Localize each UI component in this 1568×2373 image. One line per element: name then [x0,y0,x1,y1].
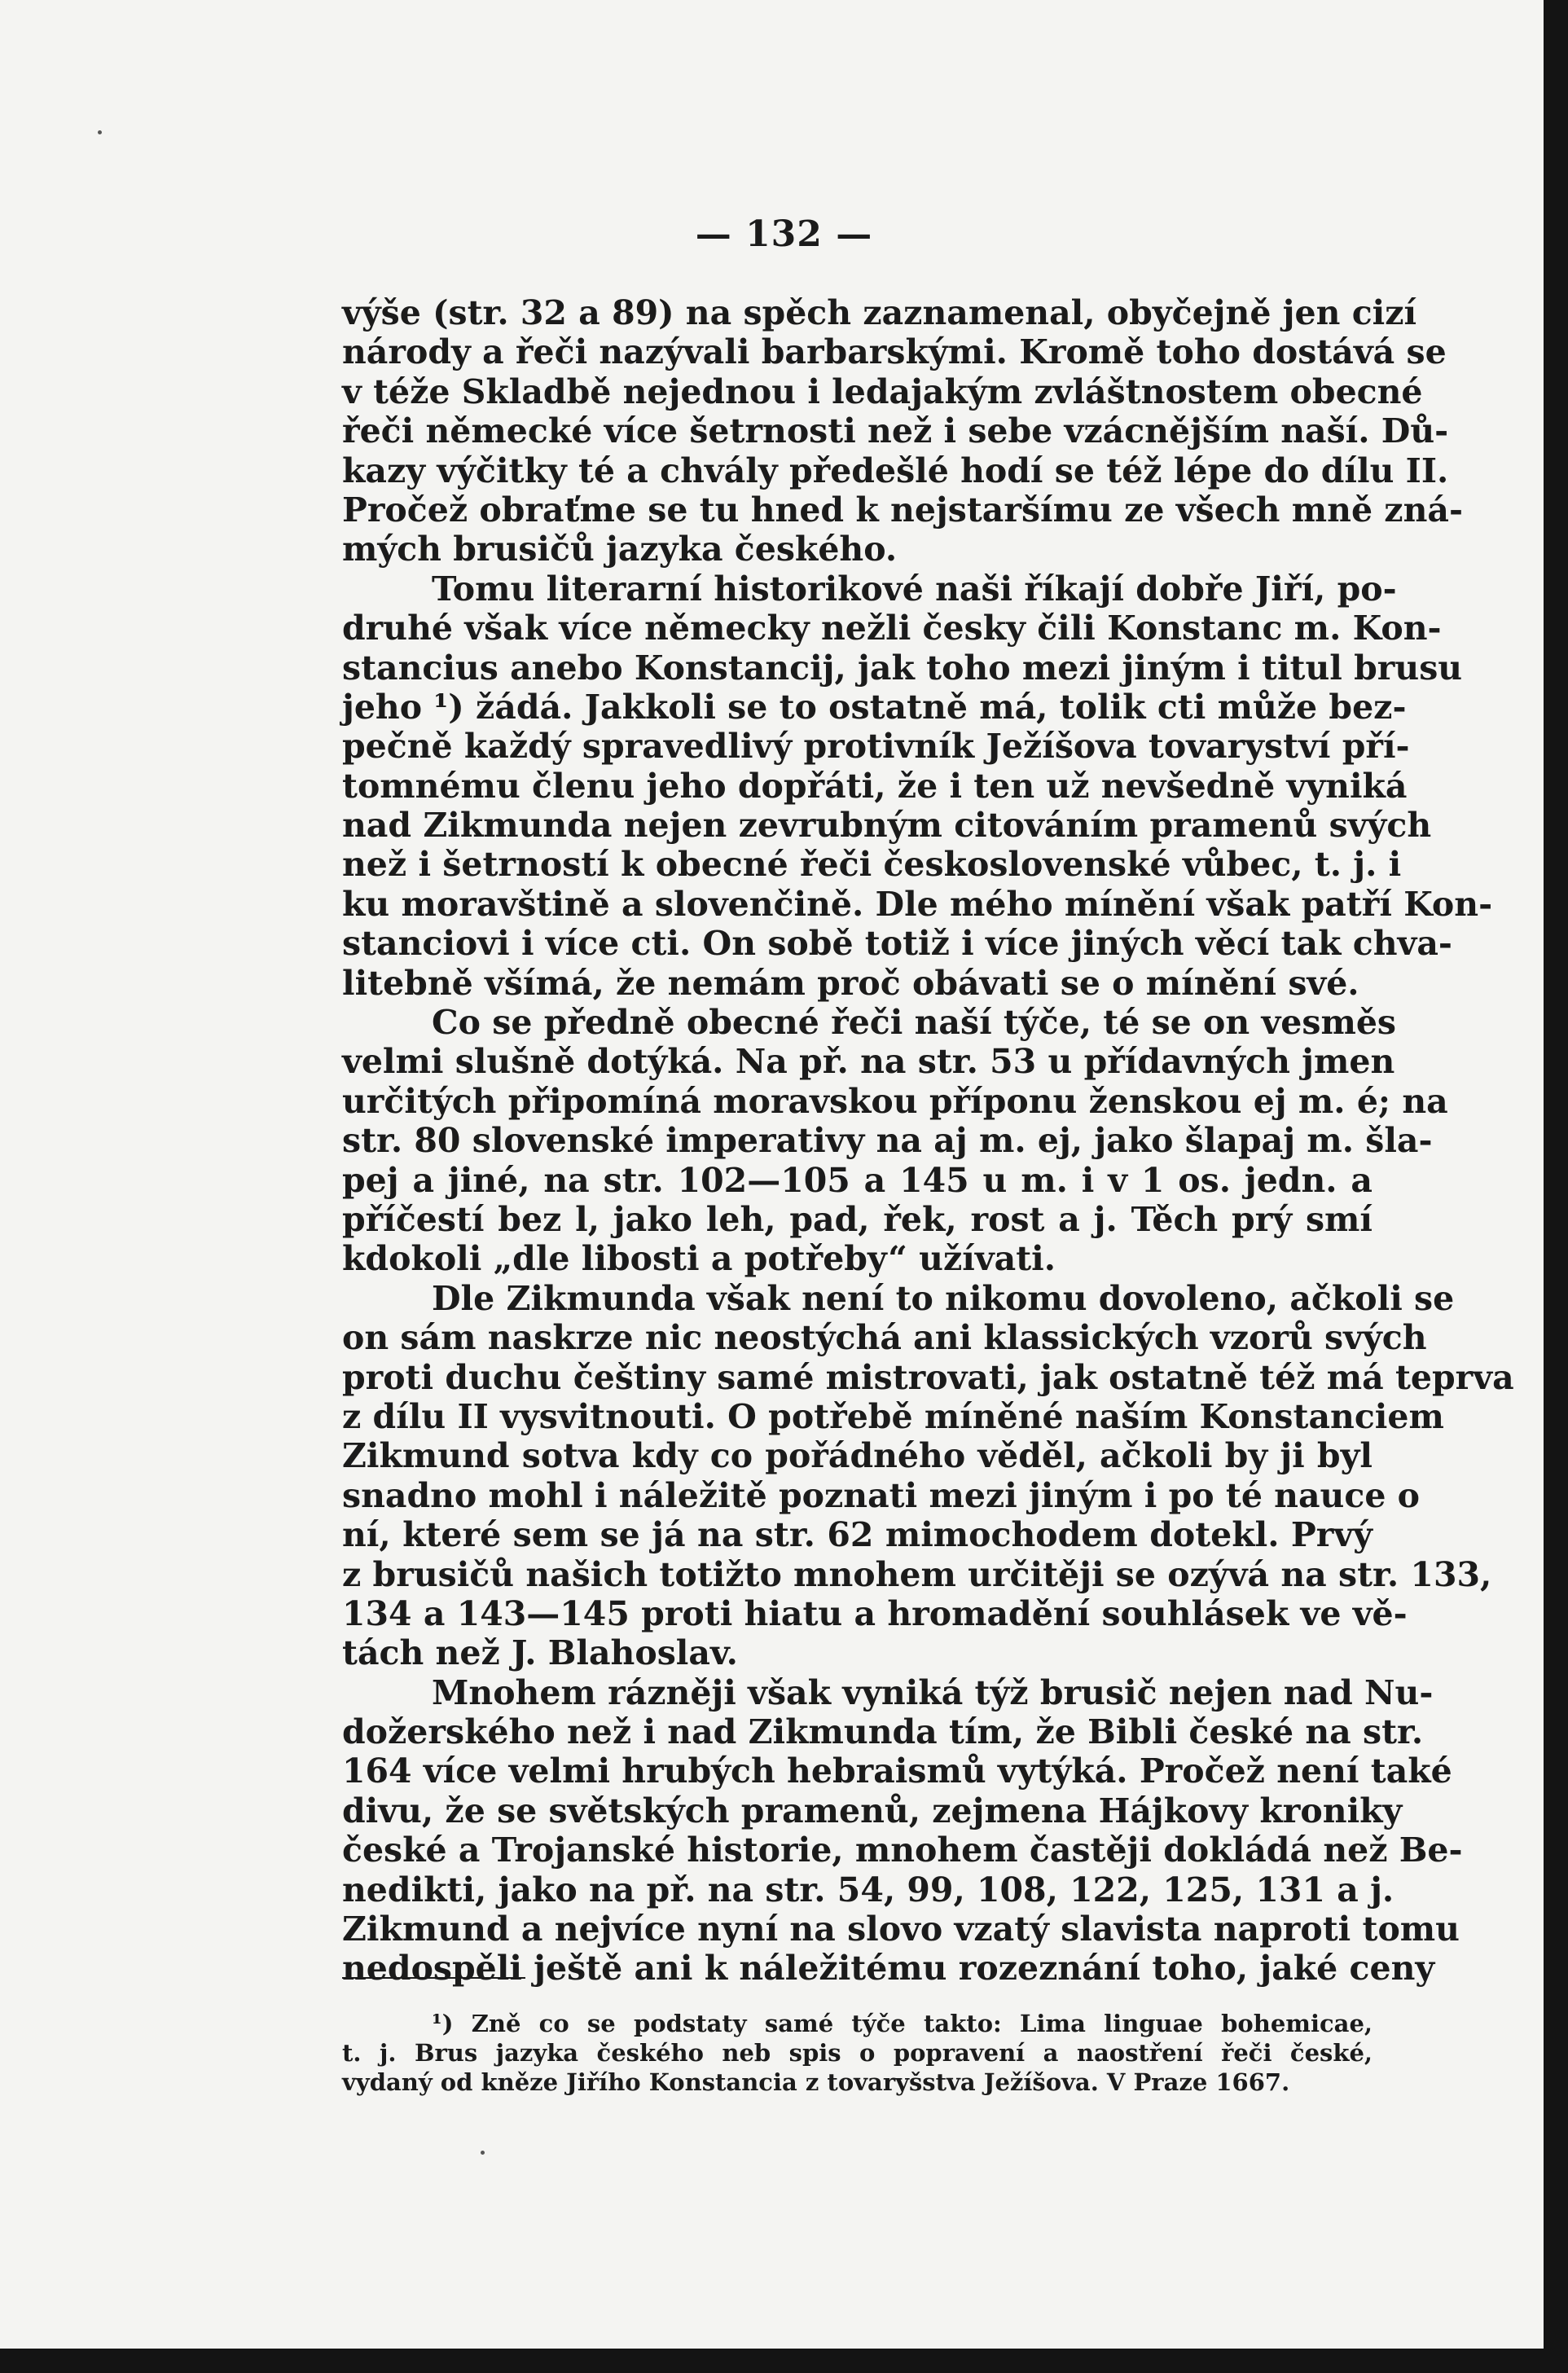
text-line: nedospěli ještě ani k náležitému rozeznání toho, jaké ceny [342,1949,1435,1988]
text-line: str. 80 slovenské imperativy na aj m. ej, jako šlapaj m. šla- [342,1121,1433,1161]
footnote [342,2009,1373,2097]
text-line: nedikti, jako na př. na str. 54, 99, 108, 122, 125, 131 a j. [342,1870,1395,1909]
text-line: kazy výčitky té a chvály předešlé hodí se též lépe do dílu II. [342,450,1449,490]
text-line: Co se předně obecné řeči naší týče, té se on vesměs [432,1003,1396,1043]
footnote-divider [342,1977,525,1979]
text-line: mých brusičů jazyka českého. [342,530,898,569]
text-line: Pročež obraťme se tu hned k nejstaršímu ze všech mně zná- [342,490,1463,530]
text-line: v téže Skladbě nejednou i ledajakým zvláštnostem obecné [342,371,1423,411]
text-line: určitých připomíná moravskou příponu ženskou ej m. é; na [342,1081,1448,1121]
text-line: stanciovi i více cti. On sobě totiž i více jiných věcí tak chva- [342,924,1452,964]
text-line: ku moravštině a slovenčině. Dle mého mínění však patří Kon- [342,884,1493,924]
text-line: příčestí bez l, jako leh, pad, řek, rost a j. Těch prý smí [342,1199,1373,1239]
footnote-line: t. j. Brus jazyka českého neb spis o popravení a naostření řeči české, [342,2039,1373,2067]
text-line: tomnému členu jeho dopřáti, že i ten už nevšedně vyniká [342,766,1408,806]
text-line: Tomu literarní historikové naši říkají dobře Jiří, po- [432,569,1397,609]
text-line: z brusičů našich totižto mnohem určitěji se ozývá na str. 133, [342,1554,1492,1594]
text-line: kdokoli „dle libosti a potřeby“ užívati. [342,1239,1056,1279]
text-line: proti duchu češtiny samé mistrovati, jak ostatně též má teprva [342,1357,1514,1397]
text-line: české a Trojanské historie, mnohem častěji dokládá než Be- [342,1830,1463,1870]
text-line: pej a jiné, na str. 102—105 a 145 u m. i v 1 os. jedn. a [342,1160,1373,1200]
body-text [342,293,1514,1988]
text-line: Mnohem rázněji však vyniká týž brusič nejen nad Nu- [432,1672,1434,1712]
text-line: litebně všímá, že nemám proč obávati se o mínění své. [342,963,1359,1003]
text-line: z dílu II vysvitnouti. O potřebě míněné naším Konstanciem [342,1396,1444,1436]
text-line: národy a řeči nazývali barbarskými. Kromě toho dostává se [342,332,1447,372]
text-line: stancius anebo Konstancij, jak toho mezi jiným i titul brusu [342,648,1463,688]
text-line: pečně každý spravedlivý protivník Ježíšova tovaryství pří- [342,727,1410,767]
text-line: výše (str. 32 a 89) na spěch zaznamenal, obyčejně jen cizí [342,293,1417,332]
text-line: než i šetrností k obecné řeči československé vůbec, t. j. i [342,845,1402,885]
text-line: ní, které sem se já na str. 62 mimochodem dotekl. Prvý [342,1515,1373,1555]
text-line: dožerského než i nad Zikmunda tím, že Bibli české na str. [342,1712,1424,1752]
text-line: druhé však více německy nežli česky čili Konstanc m. Kon- [342,609,1442,648]
scan-speck [481,2151,485,2155]
text-line: 164 více velmi hrubých hebraismů vytýká. Pročež není také [342,1751,1452,1791]
text-line: 134 a 143—145 proti hiatu a hromadění souhlásek ve vě- [342,1593,1408,1633]
text-line: Dle Zikmunda však není to nikomu dovoleno, ačkoli se [432,1278,1455,1318]
footnote-line: vydaný od kněze Jiřího Konstancia z tovaryšstva Ježíšova. V Praze 1667. [342,2068,1290,2096]
scan-speck [98,130,102,134]
text-line: velmi slušně dotýká. Na př. na str. 53 u přídavných jmen [342,1042,1395,1082]
text-line: řeči německé více šetrnosti než i sebe vzácnějším naší. Dů- [342,411,1449,451]
text-line: jeho ¹) žádá. Jakkoli se to ostatně má, tolik cti může bez- [342,687,1407,727]
footnote-line: ¹) Zně co se podstaty samé týče takto: Lima linguae bohemicae, [432,2010,1373,2037]
text-line: on sám naskrze nic neostýchá ani klassických vzorů svých [342,1318,1427,1358]
text-line: snadno mohl i náležitě poznati mezi jiným i po té nauce o [342,1475,1421,1515]
text-line: Zikmund a nejvíce nyní na slovo vzatý slavista naproti tomu [342,1909,1460,1949]
text-line: nad Zikmunda nejen zevrubným citováním pramenů svých [342,806,1432,846]
text-line: tách než J. Blahoslav. [342,1633,738,1673]
text-line: Zikmund sotva kdy co pořádného věděl, ačkoli by ji byl [342,1436,1373,1476]
page-number: — 132 — [695,213,873,255]
text-line: divu, že se světských pramenů, zejmena Hájkovy kroniky [342,1791,1403,1830]
